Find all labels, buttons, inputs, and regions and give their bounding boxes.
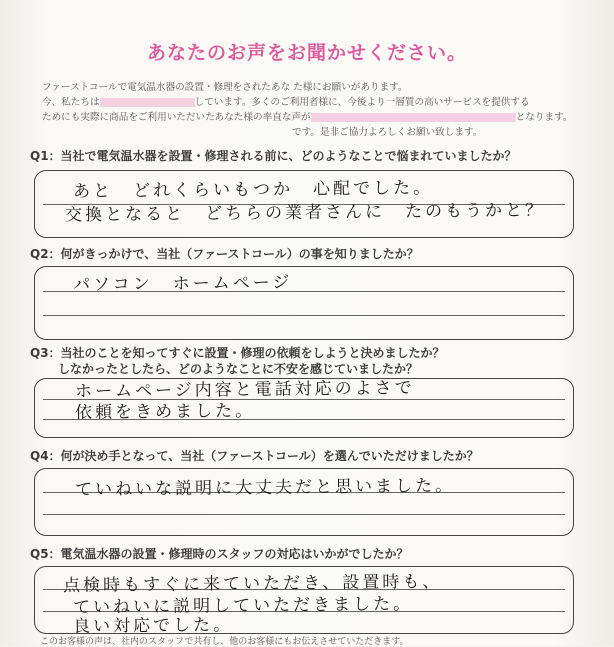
intro-line-2	[42, 95, 582, 110]
intro-line-2a: 今、私たちは	[42, 97, 100, 108]
question-3-label: Q3：当社のことを知ってすぐに設置・修理の依頼をしようと決めましたか？	[30, 346, 445, 360]
answer-box-4	[34, 468, 574, 536]
answer-4-line-1: ていねいな説明に大丈夫だと思いました。	[74, 476, 456, 500]
answer-3-line-2: 依頼をきめました。	[74, 401, 256, 423]
question-3-label-2: しなかったとしたら、どのようなことに不安を感じていましたか？	[58, 362, 419, 376]
redacted-text	[100, 98, 195, 107]
answer-box-2	[34, 266, 574, 340]
question-1-label: Q1：当社で電気温水器を設置・修理される前に、どのようなことで悩まれていましたか？	[30, 149, 517, 163]
page-title: あなたのお声をお聞かせください。	[146, 42, 467, 64]
ruled-line	[43, 315, 565, 316]
answer-1-line-1: あと どれくらいもつか 心配でした。	[72, 178, 434, 202]
question-5-label: Q5：電気温水器の設置・修理時のスタッフの対応はいかがでしたか？	[30, 547, 409, 561]
intro-line-3b: となります。	[515, 112, 573, 123]
redacted-text	[311, 113, 516, 122]
answer-3-line-1: ホームページ内容と電話対応のよさで	[74, 378, 415, 402]
question-2-label: Q2：何がきっかけで、当社（ファーストコール）の事を知りましたか？	[30, 247, 419, 261]
intro-line-1: ファーストコールで電気温水器の設置・修理をされたあな た様にお願いがあります。	[42, 82, 408, 93]
answer-5-line-1: 点検時もすぐに来ていただき、設置時も、	[62, 572, 443, 596]
answer-2-line-1: パソコン ホームページ	[72, 272, 293, 296]
intro-text	[42, 80, 582, 140]
footer-note: このお客様の声は、社内のスタッフで共有し、他のお客様にもお伝えさせていただきます。	[40, 637, 409, 647]
answer-5-line-2: ていねいに説明していただきました。	[72, 594, 414, 618]
answer-box-5	[34, 566, 574, 637]
answer-box-3	[34, 378, 574, 438]
answer-5-line-3: 良い対応でした。	[72, 615, 234, 637]
answer-1-line-2: 交換となると どちらの業者さんに たのもうかと？	[64, 200, 546, 226]
intro-line-2b: しています。多くのご利用者様に、今後より一層質の高いサービスを提供する	[194, 97, 530, 108]
ruled-line	[43, 514, 565, 515]
question-4-label: Q4：何が決め手となって、当社（ファーストコール）を選んでいただけましたか？	[30, 449, 479, 463]
answer-box-1	[34, 170, 574, 238]
intro-line-3a: ためにも実際に商品をご利用いただいたあなた様の率直な声が	[42, 112, 311, 123]
intro-line-3	[42, 110, 582, 125]
intro-line-4: です。是非ご協力よろしくお願い致します。	[292, 127, 483, 138]
